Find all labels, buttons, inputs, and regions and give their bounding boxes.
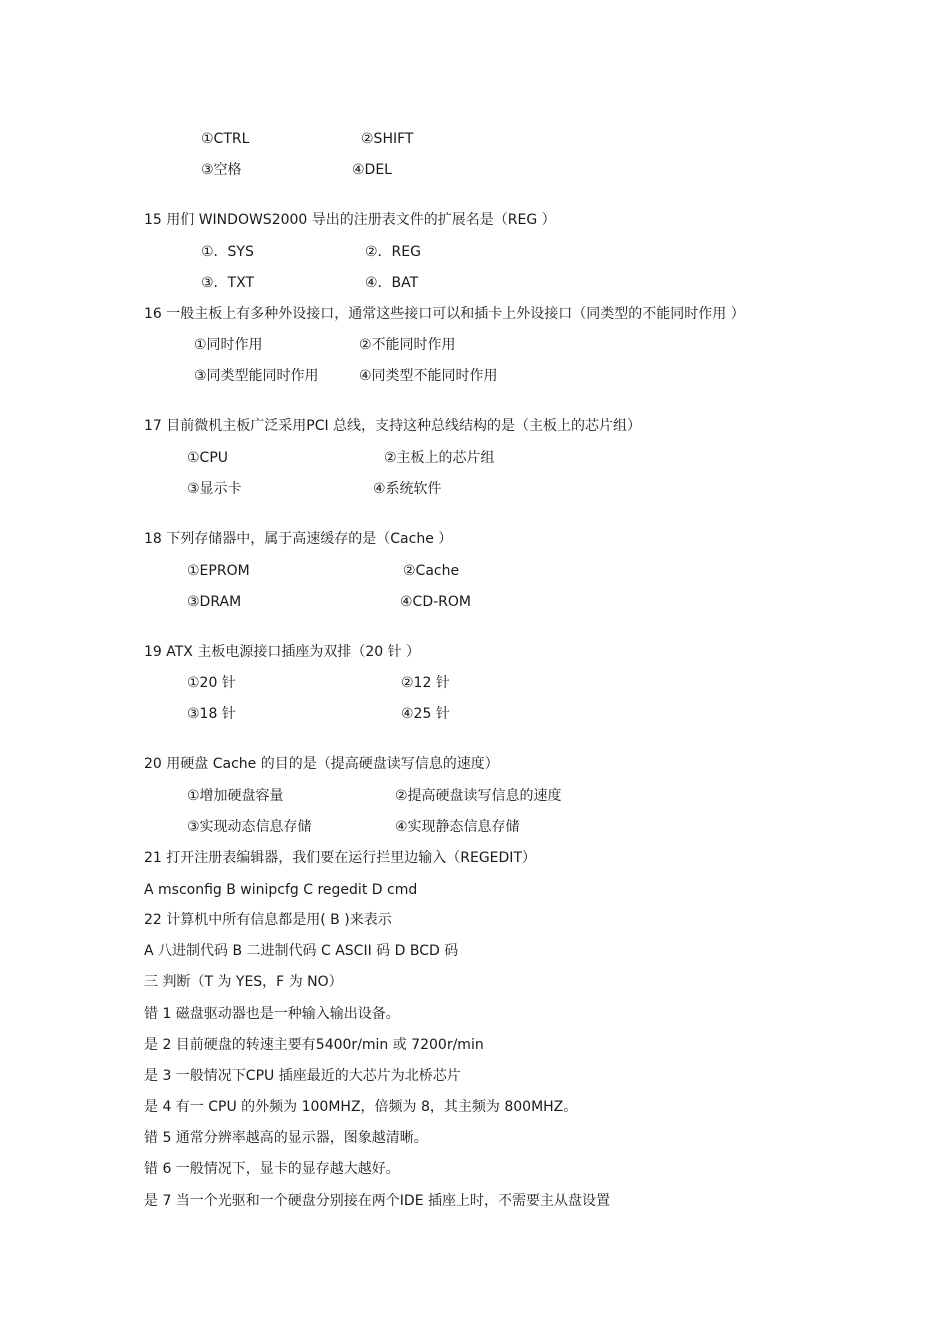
q19-option-c: ③18 针 — [187, 706, 236, 722]
q21-options: A msconfig B winipcfg C regedit D cmd — [144, 882, 418, 898]
q15-option-a: ①．SYS — [201, 244, 254, 260]
q19-option-d: ④25 针 — [401, 706, 450, 722]
judgment-item-4: 是 4 有一 CPU 的外频为 100MHZ，倍频为 8，其主频为 800MHZ。 — [144, 1099, 578, 1115]
q20-option-d: ④实现静态信息存储 — [395, 819, 520, 835]
judgment-item-1: 错 1 磁盘驱动器也是一种输入输出设备。 — [144, 1006, 400, 1022]
q18-option-a: ①EPROM — [187, 563, 250, 579]
q15-option-b: ②．REG — [365, 244, 421, 260]
q17-option-a: ①CPU — [187, 450, 229, 466]
judgment-item-6: 错 6 一般情况下，显卡的显存越大越好。 — [144, 1161, 400, 1177]
q19-question: 19 ATX 主板电源接口插座为双排（20 针 ） — [144, 644, 421, 660]
q16-option-c: ③同类型能同时作用 — [194, 368, 319, 384]
q19-option-a: ①20 针 — [187, 675, 236, 691]
q15-option-c: ③．TXT — [201, 275, 254, 291]
q14-option-a: ①CTRL — [201, 131, 250, 147]
q20-option-c: ③实现动态信息存储 — [187, 819, 312, 835]
q17-question: 17 目前微机主板广泛采用PCI 总线，支持这种总线结构的是（主板上的芯片组） — [144, 418, 642, 434]
q20-option-a: ①增加硬盘容量 — [187, 788, 284, 804]
q17-option-c: ③显示卡 — [187, 481, 242, 497]
q19-option-b: ②12 针 — [401, 675, 450, 691]
judgment-item-5: 错 5 通常分辨率越高的显示器，图象越清晰。 — [144, 1130, 428, 1146]
q18-option-d: ④CD-ROM — [400, 594, 471, 610]
q18-option-c: ③DRAM — [187, 594, 242, 610]
judgment-item-2: 是 2 目前硬盘的转速主要有5400r/min 或 7200r/min — [144, 1037, 484, 1053]
q17-option-b: ②主板上的芯片组 — [384, 450, 495, 466]
q14-option-c: ③空格 — [201, 162, 242, 178]
q22-question: 22 计算机中所有信息都是用( B )来表示 — [144, 912, 392, 928]
q16-option-a: ①同时作用 — [194, 337, 263, 353]
q18-question: 18 下列存储器中，属于高速缓存的是（Cache ） — [144, 531, 453, 547]
judgment-item-7: 是 7 当一个光驱和一个硬盘分别接在两个IDE 插座上时，不需要主从盘设置 — [144, 1193, 611, 1209]
judgment-item-3: 是 3 一般情况下CPU 插座最近的大芯片为北桥芯片 — [144, 1068, 461, 1084]
q21-question: 21 打开注册表编辑器，我们要在运行拦里边输入（REGEDIT） — [144, 850, 536, 866]
q18-option-b: ②Cache — [403, 563, 460, 579]
q20-option-b: ②提高硬盘读写信息的速度 — [395, 788, 562, 804]
q15-option-d: ④．BAT — [365, 275, 419, 291]
section-3-title: 三 判断（T 为 YES，F 为 NO） — [144, 974, 343, 990]
q16-question: 16 一般主板上有多种外设接口，通常这些接口可以和插卡上外设接口（同类型的不能同时作用 ） — [144, 306, 745, 322]
q15-question: 15 用们 WINDOWS2000 导出的注册表文件的扩展名是（REG ） — [144, 212, 556, 228]
q14-option-d: ④DEL — [352, 162, 392, 178]
q16-option-b: ②不能同时作用 — [359, 337, 456, 353]
q14-option-b: ②SHIFT — [361, 131, 414, 147]
q16-option-d: ④同类型不能同时作用 — [359, 368, 498, 384]
q22-options: A 八进制代码 B 二进制代码 C ASCII 码 D BCD 码 — [144, 943, 459, 959]
q17-option-d: ④系统软件 — [373, 481, 442, 497]
q20-question: 20 用硬盘 Cache 的目的是（提高硬盘读写信息的速度） — [144, 756, 499, 772]
